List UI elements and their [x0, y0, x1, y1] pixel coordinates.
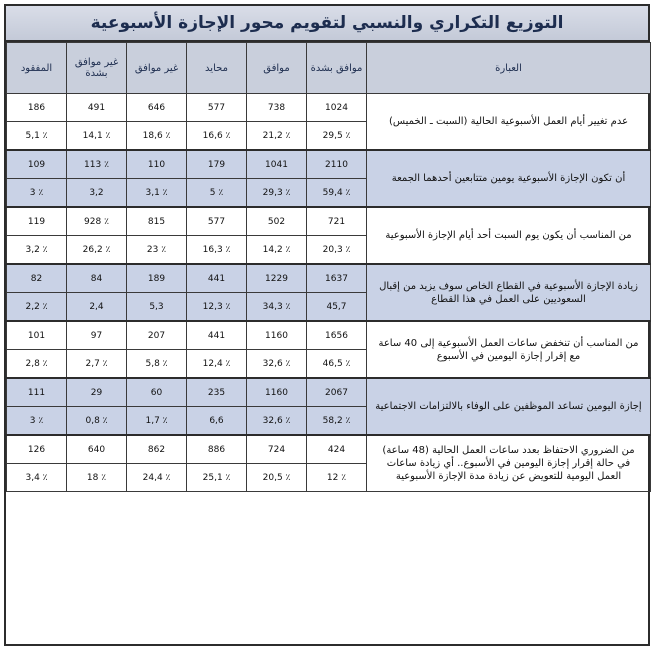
- count-missing: 111: [7, 378, 67, 407]
- survey-table-frame: [4, 4, 650, 646]
- percent-neutral: ٪ 16,6: [187, 122, 247, 151]
- percent-strongly-agree: ٪ 58,2: [307, 407, 367, 436]
- table-row: [7, 378, 651, 407]
- count-neutral: 441: [187, 321, 247, 350]
- header-statement: العبارة: [367, 43, 651, 94]
- percent-strongly-disagree: ٪ 18: [67, 464, 127, 492]
- percent-agree: ٪ 32,6: [247, 407, 307, 436]
- table-row: [7, 150, 651, 179]
- statement-cell: زيادة الإجازة الأسبوعية في القطاع الخاص سوف يزيد من إقبال السعوديين على العمل في هذا القطاع: [367, 264, 651, 321]
- count-disagree: 207: [127, 321, 187, 350]
- percent-neutral: ٪ 12,4: [187, 350, 247, 379]
- header-missing: المفقود: [7, 43, 67, 94]
- count-strongly-agree: 1024: [307, 94, 367, 122]
- table-row: [7, 321, 651, 350]
- percent-strongly-agree: ٪ 20,3: [307, 236, 367, 265]
- table-row: [7, 435, 651, 464]
- count-strongly-disagree: ٪ 113: [67, 150, 127, 179]
- header-agree: موافق: [247, 43, 307, 94]
- count-strongly-agree: 2067: [307, 378, 367, 407]
- header-row: [7, 43, 651, 94]
- count-strongly-disagree: 29: [67, 378, 127, 407]
- percent-strongly-disagree: 3,2: [67, 179, 127, 208]
- count-strongly-disagree: 97: [67, 321, 127, 350]
- statement-cell: أن تكون الإجازة الأسبوعية يومين متتابعين أحدهما الجمعة: [367, 150, 651, 207]
- count-disagree: 646: [127, 94, 187, 122]
- percent-strongly-disagree: ٪ 0,8: [67, 407, 127, 436]
- count-strongly-disagree: 491: [67, 94, 127, 122]
- statement-cell: إجازة اليومين تساعد الموظفين على الوفاء بالالتزامات الاجتماعية: [367, 378, 651, 435]
- percent-neutral: ٪ 5: [187, 179, 247, 208]
- percent-disagree: ٪ 5,8: [127, 350, 187, 379]
- count-disagree: 60: [127, 378, 187, 407]
- percent-agree: ٪ 32,6: [247, 350, 307, 379]
- table-row: [7, 94, 651, 122]
- count-agree: 1229: [247, 264, 307, 293]
- percent-neutral: ٪ 16,3: [187, 236, 247, 265]
- count-agree: 1041: [247, 150, 307, 179]
- count-disagree: 862: [127, 435, 187, 464]
- percent-neutral: ٪ 25,1: [187, 464, 247, 492]
- percent-missing: ٪ 3,2: [7, 236, 67, 265]
- count-missing: 101: [7, 321, 67, 350]
- percent-strongly-disagree: 2,4: [67, 293, 127, 322]
- percent-neutral: 6,6: [187, 407, 247, 436]
- count-agree: 724: [247, 435, 307, 464]
- count-missing: 119: [7, 207, 67, 236]
- count-disagree: 815: [127, 207, 187, 236]
- count-strongly-agree: 721: [307, 207, 367, 236]
- percent-strongly-disagree: ٪ 14,1: [67, 122, 127, 151]
- count-strongly-agree: 424: [307, 435, 367, 464]
- header-neutral: محايد: [187, 43, 247, 94]
- percent-disagree: ٪ 18,6: [127, 122, 187, 151]
- percent-disagree: ٪ 24,4: [127, 464, 187, 492]
- statement-cell: من المناسب أن يكون يوم السبت أحد أيام الإجازة الأسبوعية: [367, 207, 651, 264]
- percent-strongly-agree: ٪ 59,4: [307, 179, 367, 208]
- percent-agree: ٪ 20,5: [247, 464, 307, 492]
- count-disagree: 110: [127, 150, 187, 179]
- count-neutral: 179: [187, 150, 247, 179]
- count-agree: 1160: [247, 378, 307, 407]
- count-agree: 738: [247, 94, 307, 122]
- percent-agree: ٪ 21,2: [247, 122, 307, 151]
- table-row: [7, 207, 651, 236]
- table-title: التوزيع التكراري والنسبي لتقويم محور الإجازة الأسبوعية: [6, 6, 648, 42]
- percent-disagree: ٪ 3,1: [127, 179, 187, 208]
- percent-agree: ٪ 29,3: [247, 179, 307, 208]
- count-strongly-disagree: ٪ 928: [67, 207, 127, 236]
- percent-missing: ٪ 5,1: [7, 122, 67, 151]
- count-agree: 502: [247, 207, 307, 236]
- statement-cell: عدم تغيير أيام العمل الأسبوعية الحالية (السبت ـ الخميس): [367, 94, 651, 151]
- percent-missing: ٪ 2,2: [7, 293, 67, 322]
- percent-missing: ٪ 3: [7, 179, 67, 208]
- percent-strongly-agree: ٪ 12: [307, 464, 367, 492]
- percent-missing: ٪ 2,8: [7, 350, 67, 379]
- count-strongly-agree: 1637: [307, 264, 367, 293]
- header-strongly-disagree: غير موافق بشدة: [67, 43, 127, 94]
- table-row: [7, 264, 651, 293]
- count-neutral: 577: [187, 94, 247, 122]
- count-missing: 109: [7, 150, 67, 179]
- count-strongly-agree: 2110: [307, 150, 367, 179]
- header-strongly-agree: موافق بشدة: [307, 43, 367, 94]
- percent-missing: ٪ 3: [7, 407, 67, 436]
- count-strongly-disagree: 84: [67, 264, 127, 293]
- percent-strongly-agree: ٪ 29,5: [307, 122, 367, 151]
- percent-disagree: ٪ 1,7: [127, 407, 187, 436]
- count-strongly-disagree: 640: [67, 435, 127, 464]
- count-neutral: 235: [187, 378, 247, 407]
- frequency-table: [6, 42, 651, 492]
- count-missing: 126: [7, 435, 67, 464]
- percent-neutral: ٪ 12,3: [187, 293, 247, 322]
- count-missing: 82: [7, 264, 67, 293]
- header-disagree: غير موافق: [127, 43, 187, 94]
- count-strongly-agree: 1656: [307, 321, 367, 350]
- percent-strongly-agree: ٪ 46,5: [307, 350, 367, 379]
- percent-strongly-agree: 45,7: [307, 293, 367, 322]
- count-neutral: 441: [187, 264, 247, 293]
- count-missing: 186: [7, 94, 67, 122]
- percent-disagree: ٪ 23: [127, 236, 187, 265]
- percent-missing: ٪ 3,4: [7, 464, 67, 492]
- percent-agree: ٪ 34,3: [247, 293, 307, 322]
- percent-disagree: 5,3: [127, 293, 187, 322]
- percent-strongly-disagree: ٪ 26,2: [67, 236, 127, 265]
- statement-cell: من الضروري الاحتفاظ بعدد ساعات العمل الحالية (48 ساعة) في حالة إقرار إجازة اليومين في الأسبوع.. أي زيادة ساعات العمل اليومية للتعويض عن زيادة مدة الإجازة الأسبوعية: [367, 435, 651, 492]
- count-disagree: 189: [127, 264, 187, 293]
- count-neutral: 886: [187, 435, 247, 464]
- count-agree: 1160: [247, 321, 307, 350]
- percent-agree: ٪ 14,2: [247, 236, 307, 265]
- percent-strongly-disagree: ٪ 2,7: [67, 350, 127, 379]
- statement-cell: من المناسب أن تنخفض ساعات العمل الأسبوعية إلى 40 ساعة مع إقرار إجازة اليومين في الأسبوع: [367, 321, 651, 378]
- count-neutral: 577: [187, 207, 247, 236]
